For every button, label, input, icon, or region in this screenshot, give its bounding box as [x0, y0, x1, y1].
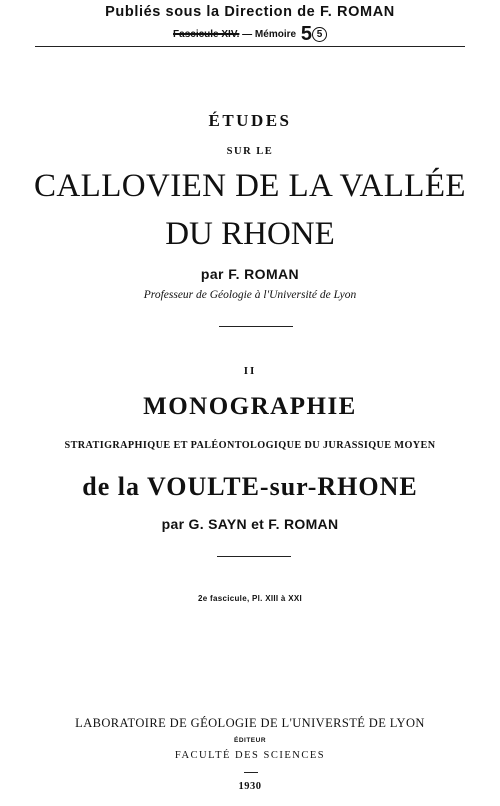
part-subtitle: STRATIGRAPHIQUE ET PALÉONTOLOGIQUE DU JURASSIQUE MOYEN — [64, 440, 436, 451]
etudes-heading: ÉTUDES — [208, 111, 292, 130]
footer-divider — [244, 772, 258, 773]
series-direction-line: Publiés sous la Direction de F. ROMAN — [105, 4, 395, 20]
sur-le-label: SUR LE — [226, 146, 274, 157]
publication-year: 1930 — [238, 781, 262, 792]
memoire-label: — Mémoire — [242, 29, 297, 40]
header-rule — [35, 46, 465, 47]
memoire-line — [0, 23, 500, 46]
main-title-line-2: DU RHONE — [165, 216, 335, 252]
memoire-number: 5 — [300, 23, 312, 45]
faculty-line: FACULTÉ DES SCIENCES — [174, 750, 326, 761]
part-heading: MONOGRAPHIE — [143, 393, 357, 420]
editeur-label: ÉDITEUR — [233, 737, 267, 744]
fascicule-plates: 2e fascicule, Pl. XIII à XXI — [197, 594, 302, 603]
section-divider — [219, 326, 293, 327]
publisher-laboratory: LABORATOIRE DE GÉOLOGIE DE L'UNIVERSTÉ DE LYON — [75, 716, 425, 730]
place-title: de la VOULTE-sur-RHONE — [82, 472, 418, 501]
memoire-number-circled: 5 — [312, 27, 327, 42]
main-title-line-1: CALLOVIEN DE LA VALLÉE — [34, 168, 466, 204]
part-number: II — [243, 365, 257, 377]
author-line: par F. ROMAN — [200, 266, 300, 282]
struck-fascicule-label: Fascicule XIV. — [173, 29, 240, 40]
author-role: Professeur de Géologie à l'Université de Lyon — [143, 289, 357, 301]
section-divider-2 — [217, 556, 291, 557]
part-authors: par G. SAYN et F. ROMAN — [161, 516, 339, 532]
